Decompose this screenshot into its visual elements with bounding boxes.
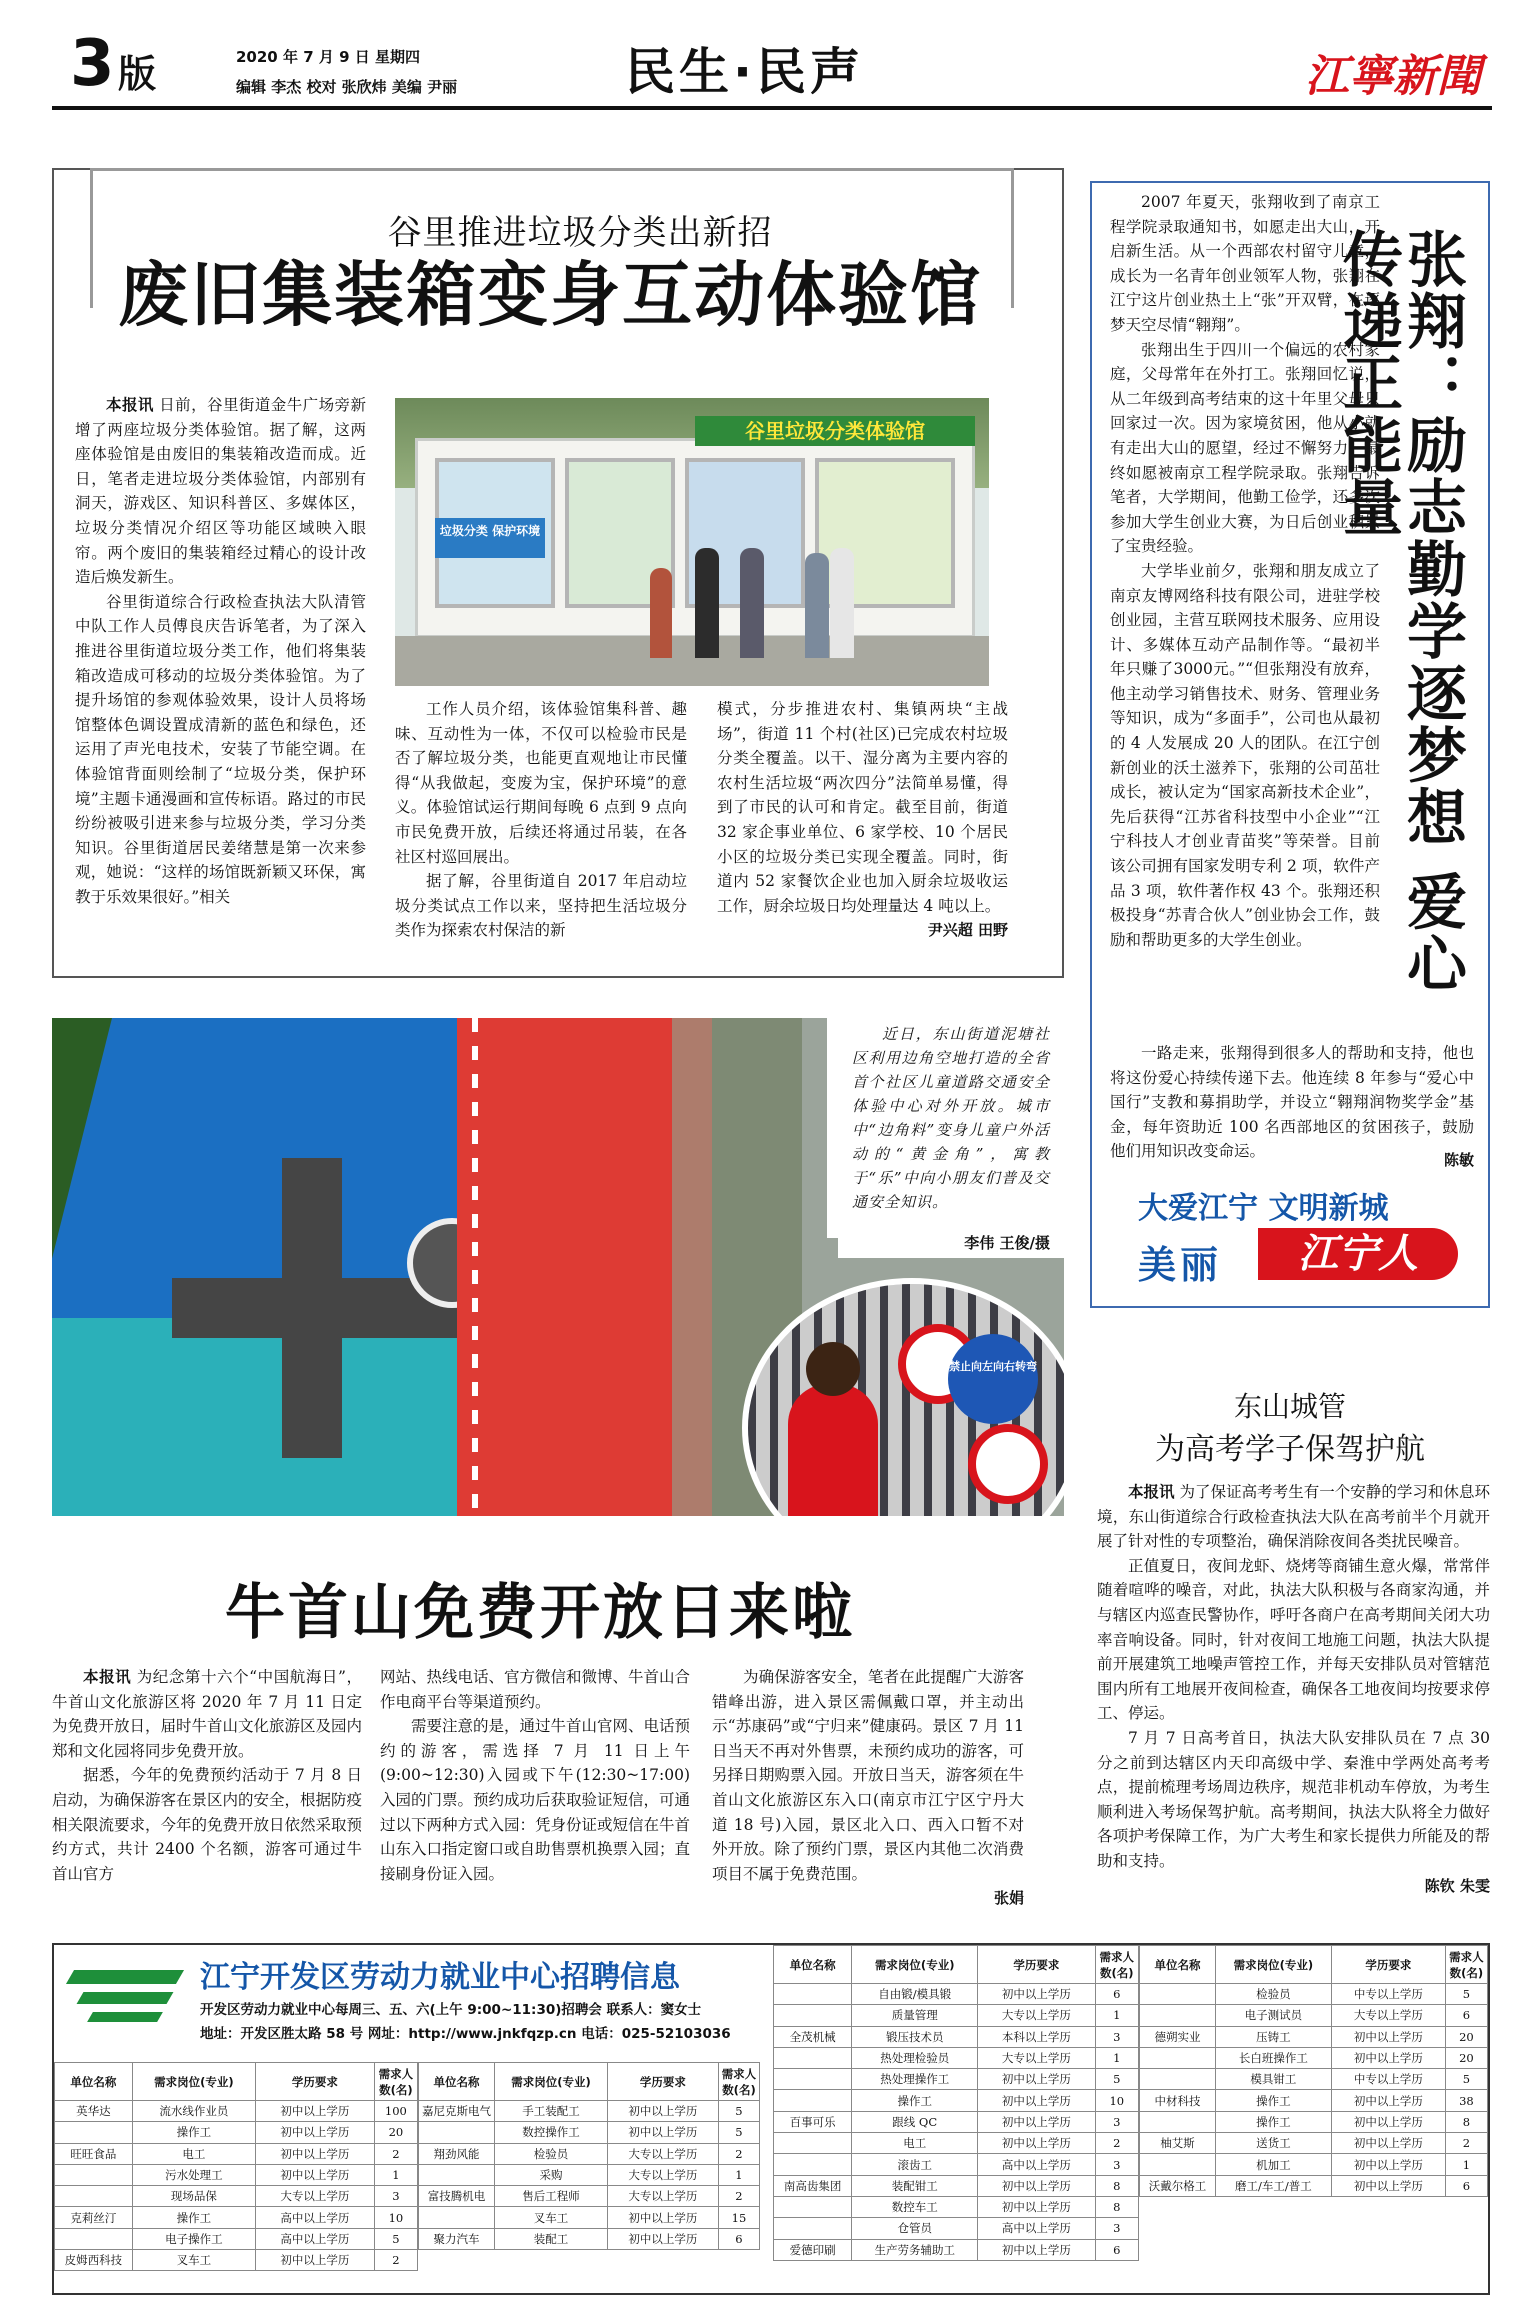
table-cell: 高中以上学历 xyxy=(255,2207,374,2228)
article1-p1: 日前，谷里街道金牛广场旁新增了两座垃圾分类体验馆。据了解，这两座体验馆是由废旧的集装箱改造而成。近日，笔者走进垃圾分类体验馆，内部别有洞天，游戏区、知识科普区、多媒体区，垃圾分类情况介绍区等功能区域映入眼帘。两个废旧的集装箱经过精心的设计改造后焕发新生。 xyxy=(75,396,366,587)
table-cell: 6 xyxy=(1095,2239,1138,2260)
table-cell xyxy=(774,2133,852,2154)
table-row xyxy=(774,2090,1139,2111)
table-cell: 1 xyxy=(1445,2154,1487,2175)
table-row xyxy=(55,2143,418,2164)
article1-col2-p1: 工作人员介绍，该体验馆集科普、趣味、互动性为一体，不仅可以检验市民是否了解垃圾分类，也能更直观地让市民懂得“从我做起，变废为宝，保护环境”的意义。体验馆试运行期间每晚 6 点到 9 点向市民免费开放，后续还将通过吊装，在各社区村巡回展出。 xyxy=(395,700,687,866)
table-row xyxy=(1140,2069,1488,2090)
table-cell: 10 xyxy=(1095,2090,1138,2111)
table-cell: 电子操作工 xyxy=(132,2228,255,2249)
table-cell: 6 xyxy=(1095,1984,1138,2005)
table-row xyxy=(55,2122,418,2143)
table-cell: 嘉尼克斯电气 xyxy=(419,2101,495,2122)
table-row xyxy=(419,2122,760,2143)
table-cell: 初中以上学历 xyxy=(1331,2111,1445,2132)
table-cell: 操作工 xyxy=(1215,2090,1331,2111)
table-row xyxy=(55,2207,418,2228)
table-cell: 初中以上学历 xyxy=(978,1984,1095,2005)
brand-jiangningren: 江宁人 xyxy=(1258,1228,1458,1280)
table-cell xyxy=(774,2069,852,2090)
table-cell: 数控车工 xyxy=(852,2196,978,2217)
table-row xyxy=(774,2218,1139,2239)
table-row xyxy=(774,2047,1139,2068)
table-cell: 2 xyxy=(1095,2133,1138,2154)
table-cell: 2 xyxy=(1445,2133,1487,2154)
table-cell: 初中以上学历 xyxy=(1331,2090,1445,2111)
sidebar-credit: 陈敏 xyxy=(1443,1151,1474,1169)
photo2-caption: 近日，东山街道泥塘社区利用边角空地打造的全省首个社区儿童道路交通安全体验中心对外开放。城市中“边角料”变身儿童户外活动的“黄金角”，寓教于“乐”中向小朋友们普及交通安全知识。 xyxy=(852,1025,1050,1211)
table-cell: 检验员 xyxy=(1215,1984,1331,2005)
table-row xyxy=(55,2164,418,2185)
table-cell: 热处理操作工 xyxy=(852,2069,978,2090)
sidebar-p4: 一路走来，张翔得到很多人的帮助和支持，他也将这份爱心持续传递下去。他连续 8 年参与“爱心中国行”支教和募捐助学，并设立“翱翔润物奖学金”基金，每年资助近 100 名西部地区的贫困孩子，鼓励他们用知识改变命运。 xyxy=(1110,1044,1474,1161)
table-row xyxy=(1140,1984,1488,2005)
table-row xyxy=(419,2101,760,2122)
section-title: 民生·民声 xyxy=(625,43,864,101)
article3-col3-text: 为确保游客安全，笔者在此提醒广大游客错峰出游，进入景区需佩戴口罩，并主动出示“苏康码”或“宁归来”健康码。景区 7 月 11 日当天不再对外售票，未预约成功的游客，可另择日期购票入园。开放日当天，游客须在牛首山文化旅游区东入口(南京市江宁区宁丹大道 18 号)入园，景区北入口、西入口暂不对外开放。除了预约门票，景区内其他二次消费项目不属于免费范围。 xyxy=(712,1668,1024,1883)
table-cell: 柚艾斯 xyxy=(1140,2133,1216,2154)
table-row xyxy=(1140,2111,1488,2132)
recruit-table-2: 单位名称 需求岗位(专业) 学历要求 需求人数(名) 嘉尼克斯电气 手工装配工 初中以上学历 5 数控操作工 初中以上学历 5 翔劲风能 检验员 大专以上学历 2 采购 大专以上学历 1 富技腾机电 售后工程师 大专以上学历 2 叉车工 初中以上学历 15 聚力汽车 装配工 初中以上学历 6 xyxy=(418,2062,760,2250)
table-cell: 压铸工 xyxy=(1215,2026,1331,2047)
sidebar-slogan: 大爱江宁 文明新城 xyxy=(1138,1191,1389,1226)
table-cell: 初中以上学历 xyxy=(255,2164,374,2185)
table-cell xyxy=(774,2154,852,2175)
article1-lead: 本报讯 xyxy=(106,396,154,414)
table-cell xyxy=(1140,1984,1216,2005)
table-cell: 1 xyxy=(374,2164,417,2185)
table-cell: 滚齿工 xyxy=(852,2154,978,2175)
table-cell: 20 xyxy=(1445,2026,1487,2047)
article3-col1-p2: 据悉，今年的免费预约活动于 7 月 8 日启动，为确保游客在景区内的安全，根据防疫相关限流要求，今年的免费开放日依然采取预约方式，共计 2400 个名额，游客可通过牛首山官方 xyxy=(52,1766,363,1883)
table-cell: 中材科技 xyxy=(1140,2090,1216,2111)
table-row xyxy=(1140,2175,1488,2196)
table-cell: 5 xyxy=(1095,2069,1138,2090)
table-cell: 初中以上学历 xyxy=(978,2111,1095,2132)
table-cell: 操作工 xyxy=(852,2090,978,2111)
table-cell xyxy=(55,2164,133,2185)
museum-sign: 谷里垃圾分类体验馆 xyxy=(695,416,975,446)
table-row xyxy=(55,2186,418,2207)
table-cell: 英华达 xyxy=(55,2101,133,2122)
article2-p3: 7 月 7 日高考首日，执法大队安排队员在 7 点 30 分之前到达辖区内天印高级中学、秦淮中学两处高考考点，提前梳理考场周边秩序，规范非机动车停放，为考生顺利进入考场保驾护航。高考期间，执法大队将全力做好各项护考保障工作，为广大考生和家长提供力所能及的帮助和支持。 xyxy=(1097,1728,1490,1870)
table-cell: 38 xyxy=(1445,2090,1487,2111)
article2-lead: 本报讯 xyxy=(1128,1483,1175,1501)
table-cell: 6 xyxy=(1445,2175,1487,2196)
table-cell: 15 xyxy=(718,2207,759,2228)
table-cell: 大专以上学历 xyxy=(255,2186,374,2207)
article3-col3 xyxy=(712,1665,1024,1911)
article2-p2: 正值夏日，夜间龙虾、烧烤等商铺生意火爆，常常伴随着喧哗的噪音，对此，执法大队积极与各商家沟通，并与辖区内巡查民警协作，呼吁各商户在高考期间关闭大功率音响设备。同时，针对夜间工地施工问题，执法大队提前开展建筑工地噪声管控工作，并每天安排队员对管辖范围内所有工地展开夜间检查，确保各工地夜间均按要求停工、停运。 xyxy=(1097,1556,1490,1723)
no-turn-sign: 禁止向左向右转弯 xyxy=(948,1334,1038,1424)
table-cell xyxy=(55,2228,133,2249)
article3-lead: 本报讯 xyxy=(83,1668,132,1686)
table-cell: 大专以上学历 xyxy=(607,2143,718,2164)
table-row xyxy=(419,2207,760,2228)
table-cell: 初中以上学历 xyxy=(255,2143,374,2164)
recruit-title: 江宁开发区劳动力就业中心招聘信息 xyxy=(200,1960,680,1995)
table-cell: 初中以上学历 xyxy=(1331,2133,1445,2154)
article1-credit: 尹兴超 田野 xyxy=(927,921,1008,940)
table-cell: 操作工 xyxy=(1215,2111,1331,2132)
article3-col2-text: 网站、热线电话、官方微信和微博、牛首山合作电商平台等渠道预约。 xyxy=(380,1668,691,1711)
table-cell xyxy=(774,2005,852,2026)
sidebar-title: 张翔：励志勤学逐梦想 爱心传递正能量 xyxy=(1333,228,1467,995)
table-cell xyxy=(419,2164,495,2185)
article3-col1-text: 为纪念第十六个“中国航海日”，牛首山文化旅游区将 2020 年 7 月 11 日定为免费开放日，届时牛首山文化旅游区及园内郑和文化园将同步免费开放。 xyxy=(52,1668,363,1760)
table-row xyxy=(419,2164,760,2185)
table-row xyxy=(774,2154,1139,2175)
table-cell xyxy=(774,2090,852,2111)
table-cell: 初中以上学历 xyxy=(255,2122,374,2143)
table-row xyxy=(55,2250,418,2271)
table-cell: 现场品保 xyxy=(132,2186,255,2207)
table-cell: 初中以上学历 xyxy=(1331,2047,1445,2068)
table-cell: 1 xyxy=(1095,2047,1138,2068)
table-cell: 手工装配工 xyxy=(495,2101,608,2122)
table-cell: 数控操作工 xyxy=(495,2122,608,2143)
table-cell: 2 xyxy=(374,2143,417,2164)
table-cell: 装配工 xyxy=(495,2228,608,2249)
table-row xyxy=(1140,2047,1488,2068)
table-cell: 锻压技术员 xyxy=(852,2026,978,2047)
table-cell: 8 xyxy=(1445,2111,1487,2132)
table-cell: 采购 xyxy=(495,2164,608,2185)
table-cell: 电子测试员 xyxy=(1215,2005,1331,2026)
table-cell: 装配钳工 xyxy=(852,2175,978,2196)
article2-headline: 为高考学子保驾护航 xyxy=(1155,1432,1425,1467)
table-cell: 仓管员 xyxy=(852,2218,978,2239)
table-cell: 大专以上学历 xyxy=(1331,2005,1445,2026)
table-cell: 南高齿集团 xyxy=(774,2175,852,2196)
recruit-table-1: 单位名称 需求岗位(专业) 学历要求 需求人数(名) 英华达 流水线作业员 初中以上学历 100 操作工 初中以上学历 20 旺旺食品 电工 初中以上学历 2 污水处理工 初中以上学历 1 现场品保 大专以上学历 3 克莉丝汀 操作工 高中以上学历 10 电子操作工 高中以上学历 5 皮姆西科技 叉车工 初中以上学历 2 xyxy=(54,2062,418,2271)
article3-col2 xyxy=(380,1665,690,1886)
table-cell: 机加工 xyxy=(1215,2154,1331,2175)
table-cell: 3 xyxy=(374,2186,417,2207)
table-row xyxy=(419,2186,760,2207)
sidebar-p1: 2007 年夏天，张翔收到了南京工程学院录取通知书，如愿走出大山，开启新生活。从一个西部农村留守儿童，成长为一名青年创业领军人物，张翔在江宁这片创业热土上“张”开双臂，在逐梦天空尽情“翱翔”。 xyxy=(1110,193,1380,334)
recruit-table-4: 单位名称 需求岗位(专业) 学历要求 需求人数(名) 检验员 中专以上学历 5 电子测试员 大专以上学历 6 德朔实业 压铸工 初中以上学历 20 长白班操作工 初中以上学历 20 模具钳工 中专以上学历 5 中材科技 操作工 初中以上学历 38 操作工 初中以上学历 8 柚艾斯 送货工 初中以上学历 2 机加工 初中以上学历 1 沃戴尔格工 磨工/车工/普工 初中以上学历 6 xyxy=(1139,1945,1488,2197)
table-cell: 大专以上学历 xyxy=(607,2186,718,2207)
table-row xyxy=(55,2228,418,2249)
table-cell: 初中以上学历 xyxy=(1331,2175,1445,2196)
table-cell: 磨工/车工/普工 xyxy=(1215,2175,1331,2196)
table-cell: 6 xyxy=(1445,2005,1487,2026)
table-cell: 5 xyxy=(718,2122,759,2143)
table-cell: 初中以上学历 xyxy=(978,2239,1095,2260)
table-cell: 5 xyxy=(374,2228,417,2249)
table-cell: 初中以上学历 xyxy=(1331,2154,1445,2175)
table-cell: 3 xyxy=(1095,2154,1138,2175)
table-cell: 5 xyxy=(1445,1984,1487,2005)
article1-col2 xyxy=(395,697,687,943)
recruit-table-3: 单位名称 需求岗位(专业) 学历要求 需求人数(名) 自由锻/模具锻 初中以上学历 6 质量管理 大专以上学历 1 全茂机械 锻压技术员 本科以上学历 3 热处理检验员 大专以上学历 1 热处理操作工 初中以上学历 5 操作工 初中以上学历 10 百事可乐 跟线 QC 初中以上学历 3 电工 初中以上学历 2 滚齿工 高中以上学历 3 南高齿集团 装配钳工 初中以上学历 8 数控车工 初中以上学历 8 仓管员 高中以上学历 3 爱德印刷 生产劳务辅助工 初中以上学历 6 xyxy=(773,1945,1139,2261)
article3-credit: 张娟 xyxy=(993,1889,1024,1908)
recruit-logo-icon xyxy=(70,1960,180,2040)
page-unit: 版 xyxy=(118,52,157,96)
table-row xyxy=(774,1984,1139,2005)
table-cell: 5 xyxy=(718,2101,759,2122)
table-cell: 翔劲风能 xyxy=(419,2143,495,2164)
table-cell: 初中以上学历 xyxy=(978,2133,1095,2154)
table-row xyxy=(774,2005,1139,2026)
photo2-credit: 李伟 王俊/摄 xyxy=(964,1234,1050,1252)
article1-headline: 废旧集装箱变身互动体验馆 xyxy=(118,254,982,336)
table-row xyxy=(774,2133,1139,2154)
table-cell: 叉车工 xyxy=(132,2250,255,2271)
table-cell: 2 xyxy=(374,2250,417,2271)
table-cell: 电工 xyxy=(852,2133,978,2154)
table-cell: 皮姆西科技 xyxy=(55,2250,133,2271)
editor-credits: 编辑 李杰 校对 张欣炜 美编 尹丽 xyxy=(236,78,458,96)
table-cell xyxy=(1140,2005,1216,2026)
table-cell: 初中以上学历 xyxy=(607,2101,718,2122)
table-cell: 100 xyxy=(374,2101,417,2122)
table-cell xyxy=(774,1984,852,2005)
sidebar-body-2 xyxy=(1110,1041,1474,1164)
table-cell: 中专以上学历 xyxy=(1331,2069,1445,2090)
table-cell: 1 xyxy=(1095,2005,1138,2026)
table-cell xyxy=(419,2122,495,2143)
table-cell: 3 xyxy=(1095,2111,1138,2132)
table-cell: 初中以上学历 xyxy=(607,2122,718,2143)
table-cell: 售后工程师 xyxy=(495,2186,608,2207)
table-cell: 初中以上学历 xyxy=(978,2196,1095,2217)
table-cell: 初中以上学历 xyxy=(255,2101,374,2122)
table-cell: 高中以上学历 xyxy=(255,2228,374,2249)
table-cell xyxy=(55,2122,133,2143)
table-cell: 大专以上学历 xyxy=(978,2047,1095,2068)
table-cell xyxy=(774,2047,852,2068)
table-row xyxy=(774,2175,1139,2196)
table-row xyxy=(1140,2090,1488,2111)
table-cell: 沃戴尔格工 xyxy=(1140,2175,1216,2196)
museum-board: 垃圾分类 保护环境 xyxy=(435,518,545,558)
table-cell: 高中以上学历 xyxy=(978,2218,1095,2239)
article1-p2: 谷里街道综合行政检查执法大队清管中队工作人员傅良庆告诉笔者，为了深入推进谷里街道垃圾分类工作，他们将集装箱改造成可移动的垃圾分类体验馆。为了提升场馆的参观体验效果，设计人员将场馆整体色调设置成清新的蓝色和绿色，还运用了声光电技术，安装了节能空调。在体验馆背面则绘制了“垃圾分类，保护环境”主题卡通漫画和宣传标语。路过的市民纷纷被吸引进来参与垃圾分类，学习分类知识。谷里街道居民姜绪慧是第一次来参观，她说：“这样的场馆既新颖又环保，寓教于乐效果很好。”相关 xyxy=(75,592,366,906)
table-row xyxy=(774,2239,1139,2260)
table-cell: 初中以上学历 xyxy=(607,2228,718,2249)
table-cell xyxy=(1140,2047,1216,2068)
table-cell xyxy=(1140,2069,1216,2090)
table-row xyxy=(774,2196,1139,2217)
sidebar-p3: 大学毕业前夕，张翔和朋友成立了南京友博网络科技有限公司，进驻学校创业园，主营互联网技术服务、应用设计、多媒体互动产品制作等。“最初半年只赚了3000元。”“但张翔没有放弃，他主动学习销售技术、财务、管理业务等知识，成为“多面手”，公司也从最初的 4 人发展成 20 人的团队。在江宁创新创业的沃土滋养下，张翔的公司茁壮成长，被认定为“国家高新技术企业”，先后获得“江苏省科技型中小企业”“江宁科技人才创业青苗奖”等荣誉。目前该公司拥有国家发明专利 2 项，软件产品 3 项，软件著作权 43 个。张翔还积极投身“苏青合伙人”创业协会工作，鼓励和帮助更多的大学生创业。 xyxy=(1110,561,1380,949)
article1-col2-p2: 据了解，谷里街道自 2017 年启动垃圾分类试点工作以来，坚持把生活垃圾分类作为探索农村保洁的新 xyxy=(395,872,687,940)
table-cell: 8 xyxy=(1095,2196,1138,2217)
recruit-line1: 开发区劳动力就业中心每周三、五、六(上午 9:00~11:30)招聘会 联系人：窦女士 xyxy=(200,2002,702,2018)
table-cell: 初中以上学历 xyxy=(978,2090,1095,2111)
table-cell xyxy=(419,2207,495,2228)
container-museum-photo xyxy=(395,398,989,686)
masthead xyxy=(0,0,1516,110)
table-cell: 2 xyxy=(718,2186,759,2207)
issue-date: 2020 年 7 月 9 日 星期四 xyxy=(236,48,420,66)
table-cell: 送货工 xyxy=(1215,2133,1331,2154)
page-number: 3 xyxy=(70,27,115,101)
table-cell: 20 xyxy=(1445,2047,1487,2068)
table-cell: 20 xyxy=(374,2122,417,2143)
table-cell: 热处理检验员 xyxy=(852,2047,978,2068)
table-cell: 6 xyxy=(718,2228,759,2249)
article1-col1 xyxy=(75,393,366,909)
table-cell: 大专以上学历 xyxy=(978,2005,1095,2026)
table-cell: 叉车工 xyxy=(495,2207,608,2228)
table-cell: 2 xyxy=(718,2143,759,2164)
paper-logo: 江寧新聞 xyxy=(1305,51,1481,102)
table-cell: 8 xyxy=(1095,2175,1138,2196)
table-cell: 污水处理工 xyxy=(132,2164,255,2185)
table-cell: 生产劳务辅助工 xyxy=(852,2239,978,2260)
table-cell: 旺旺食品 xyxy=(55,2143,133,2164)
table-row xyxy=(774,2026,1139,2047)
table-row xyxy=(1140,2005,1488,2026)
table-row xyxy=(1140,2154,1488,2175)
table-cell: 3 xyxy=(1095,2218,1138,2239)
table-cell: 模具钳工 xyxy=(1215,2069,1331,2090)
table-cell: 操作工 xyxy=(132,2207,255,2228)
brand-meili: 美丽 xyxy=(1138,1243,1223,1287)
article3-col2-p2: 需要注意的是，通过牛首山官网、电话预约的游客，需选择 7 月 11 日上午(9:00~12:30)入园或下午(12:30~17:00)入园的门票。预约成功后获取验证短信，可通过以下两种方式入园：凭身份证或短信在牛首山东入口指定窗口或自助售票机换票入园；直接刷身份证入园。 xyxy=(380,1717,691,1883)
article2-kicker: 东山城管 xyxy=(1233,1390,1346,1423)
article2-body xyxy=(1097,1480,1490,1898)
table-cell xyxy=(774,2196,852,2217)
table-cell: 高中以上学历 xyxy=(978,2154,1095,2175)
table-cell: 德朔实业 xyxy=(1140,2026,1216,2047)
table-cell: 长白班操作工 xyxy=(1215,2047,1331,2068)
table-cell: 中专以上学历 xyxy=(1331,1984,1445,2005)
table-row xyxy=(774,2111,1139,2132)
header-rule xyxy=(52,106,1492,110)
table-cell: 初中以上学历 xyxy=(607,2207,718,2228)
table-cell: 流水线作业员 xyxy=(132,2101,255,2122)
table-cell: 初中以上学历 xyxy=(978,2175,1095,2196)
table-cell: 本科以上学历 xyxy=(978,2026,1095,2047)
table-cell: 初中以上学历 xyxy=(1331,2026,1445,2047)
article2-credit: 陈钦 朱雯 xyxy=(1424,1876,1490,1895)
table-cell: 百事可乐 xyxy=(774,2111,852,2132)
table-row xyxy=(1140,2026,1488,2047)
article3-col1 xyxy=(52,1665,362,1886)
table-row xyxy=(419,2143,760,2164)
table-cell: 全茂机械 xyxy=(774,2026,852,2047)
recruit-line2: 地址：开发区胜太路 58 号 网址：http://www.jnkfqzp.cn 电话：025-52103036 xyxy=(200,2026,731,2042)
table-row xyxy=(1140,2133,1488,2154)
table-cell xyxy=(1140,2154,1216,2175)
table-cell: 5 xyxy=(1445,2069,1487,2090)
table-cell: 3 xyxy=(1095,2026,1138,2047)
table-cell: 质量管理 xyxy=(852,2005,978,2026)
table-cell: 自由锻/模具锻 xyxy=(852,1984,978,2005)
table-cell: 电工 xyxy=(132,2143,255,2164)
table-cell xyxy=(55,2186,133,2207)
article1-col3-p1: 模式，分步推进农村、集镇两块“主战场”，街道 11 个村(社区)已完成农村垃圾分类全覆盖。以干、湿分离为主要内容的农村生活垃圾“两次四分”法简单易懂，得到了市民的认可和肯定。截至目前，街道 32 家企事业单位、6 家学校、10 个居民小区的垃圾分类已实现全覆盖。同时，街道内 52 家餐饮企业也加入厨余垃圾收运工作，厨余垃圾日均处理量达 4 吨以上。 xyxy=(717,700,1008,915)
table-cell: 10 xyxy=(374,2207,417,2228)
table-row xyxy=(774,2069,1139,2090)
table-cell: 克莉丝汀 xyxy=(55,2207,133,2228)
sidebar-p2: 张翔出生于四川一个偏远的农村家庭，父母常年在外打工。张翔回忆说，从二年级到高考结束的这十年里父母只回家过一次。因为家境贫困，他从小就有走出大山的愿望，经过不懈努力，最终如愿被南京工程学院录取。张翔告诉笔者，大学期间，他勤工俭学，还多次参加大学生创业大赛，为日后创业积累了宝贵经验。 xyxy=(1110,340,1380,556)
table-cell: 富技腾机电 xyxy=(419,2186,495,2207)
table-row xyxy=(419,2228,760,2249)
article2-p1: 为了保证高考考生有一个安静的学习和休息环境，东山街道综合行政检查执法大队在高考前半个月就开展了针对性的专项整治，确保消除夜间各类扰民噪音。 xyxy=(1097,1483,1490,1551)
table-cell: 初中以上学历 xyxy=(255,2250,374,2271)
article3-headline: 牛首山免费开放日来啦 xyxy=(225,1578,855,1648)
table-cell: 初中以上学历 xyxy=(978,2069,1095,2090)
table-cell xyxy=(1140,2111,1216,2132)
table-cell: 1 xyxy=(718,2164,759,2185)
table-cell: 跟线 QC xyxy=(852,2111,978,2132)
table-cell: 聚力汽车 xyxy=(419,2228,495,2249)
table-cell: 操作工 xyxy=(132,2122,255,2143)
table-cell: 大专以上学历 xyxy=(607,2164,718,2185)
table-cell xyxy=(774,2218,852,2239)
article1-kicker: 谷里推进垃圾分类出新招 xyxy=(387,213,773,253)
table-row xyxy=(55,2101,418,2122)
table-cell: 检验员 xyxy=(495,2143,608,2164)
article1-col3 xyxy=(717,697,1008,943)
table-cell: 爱德印刷 xyxy=(774,2239,852,2260)
